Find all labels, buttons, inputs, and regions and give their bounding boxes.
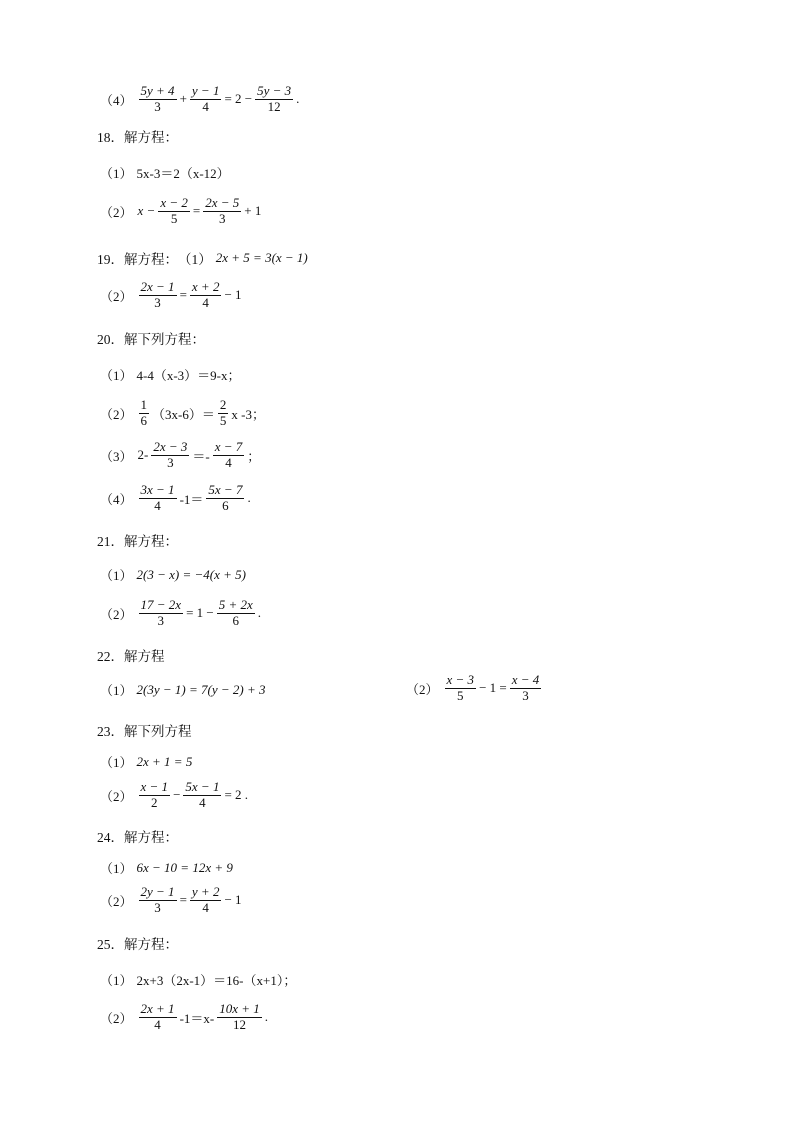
problem-18-2: （2） x − $\frac{x - 2}{5}$ = $\frac{2x - 5}{3}$ + 1 xyxy=(100,195,262,226)
problem-23-2: （2） $\frac{x - 1}{2}$ − $\frac{5x - 1}{4}$ = 2 . xyxy=(100,779,249,810)
problem-18-1: （1） 5x-3＝2（x-12） xyxy=(100,166,230,181)
problem-20-1: （1） 4-4（x-3）＝9-x； xyxy=(100,368,241,383)
problem-20-4: （4） $\frac{3x - 1}{4}$ -1＝ $\frac{5x - 7}{6}$ . xyxy=(100,482,251,513)
fraction: $\frac{5 + 2x}{6}$ xyxy=(218,597,253,628)
fraction: $\frac{x - 3}{5}$ xyxy=(446,672,475,703)
problem-21-1: （1） 2(3 − x) = −4(x + 5) xyxy=(100,566,246,583)
question-18-title: 18．解方程： xyxy=(97,130,178,145)
fraction: $\frac{x - 4}{3}$ xyxy=(511,672,540,703)
problem-17-4: （4） $\frac{5y + 4}{3}$ + $\frac{y - 1}{4}$ = 2 − $\frac{5y - 3}{12}$ . xyxy=(100,83,300,114)
fraction: $\frac{5x - 1}{4}$ xyxy=(185,779,220,810)
fraction: $\frac{x - 1}{2}$ xyxy=(140,779,169,810)
question-22-title: 22．解方程 xyxy=(97,649,165,664)
problem-24-2: （2） $\frac{2y - 1}{3}$ = $\frac{y + 2}{4}$ − 1 xyxy=(100,884,242,915)
problem-22-1: （1） 2(3y − 1) = 7(y − 2) + 3 xyxy=(100,681,266,698)
fraction: $\frac{y - 1}{4}$ xyxy=(191,83,220,114)
problem-20-2: （2） $\frac{1}{6}$ （3x-6）＝ $\frac{2}{5}$ x -3； xyxy=(100,397,265,428)
fraction: $\frac{10x + 1}{12}$ xyxy=(219,1001,260,1032)
fraction: $\frac{2x - 5}{3}$ xyxy=(205,195,240,226)
fraction: $\frac{1}{6}$ xyxy=(140,397,148,428)
fraction: $\frac{2}{5}$ xyxy=(219,397,227,428)
question-19: 19．解方程： （1） 2x + 5 = 3(x − 1) xyxy=(97,250,308,267)
problem-20-3: （3） 2- $\frac{2x - 3}{3}$ ＝- $\frac{x - 7}{4}$ ； xyxy=(100,439,261,470)
question-25-title: 25．解方程： xyxy=(97,937,178,952)
problem-25-2: （2） $\frac{2x + 1}{4}$ -1＝x- $\frac{10x + 1}{12}$ . xyxy=(100,1001,269,1032)
question-19-title: 19．解方程： xyxy=(97,252,178,267)
fraction: $\frac{x + 2}{4}$ xyxy=(191,279,220,310)
problem-19-2: （2） $\frac{2x - 1}{3}$ = $\frac{x + 2}{4}$ − 1 xyxy=(100,279,242,310)
fraction: $\frac{17 - 2x}{3}$ xyxy=(140,597,182,628)
part-label: （4） xyxy=(100,92,133,108)
problem-22-2: （2） $\frac{x - 3}{5}$ − 1 = $\frac{x - 4}{3}$ xyxy=(406,672,540,703)
fraction: $\frac{2x - 3}{3}$ xyxy=(153,439,188,470)
problem-25-1: （1） 2x+3（2x-1）＝16-（x+1）； xyxy=(100,973,297,988)
problem-24-1: （1） 6x − 10 = 12x + 9 xyxy=(100,859,233,876)
fraction: $\frac{3x - 1}{4}$ xyxy=(140,482,175,513)
fraction: $\frac{2x + 1}{4}$ xyxy=(140,1001,175,1032)
question-20-title: 20．解下列方程： xyxy=(97,332,205,347)
fraction: $\frac{x - 2}{5}$ xyxy=(160,195,188,226)
fraction: $\frac{5y + 4}{3}$ xyxy=(140,83,175,114)
fraction: $\frac{5x - 7}{6}$ xyxy=(208,482,243,513)
fraction: $\frac{x - 7}{4}$ xyxy=(214,439,243,470)
question-23-title: 23．解下列方程 xyxy=(97,724,192,739)
fraction: $\frac{y + 2}{4}$ xyxy=(191,884,220,915)
problem-23-1: （1） 2x + 1 = 5 xyxy=(100,753,193,770)
fraction: $\frac{5y - 3}{12}$ xyxy=(257,83,292,114)
fraction: $\frac{2y - 1}{3}$ xyxy=(140,884,175,915)
fraction: $\frac{2x - 1}{3}$ xyxy=(140,279,175,310)
problem-21-2: （2） $\frac{17 - 2x}{3}$ = 1 − $\frac{5 + 2x}{6}$ . xyxy=(100,597,262,628)
question-24-title: 24．解方程： xyxy=(97,830,178,845)
question-21-title: 21．解方程： xyxy=(97,534,178,549)
